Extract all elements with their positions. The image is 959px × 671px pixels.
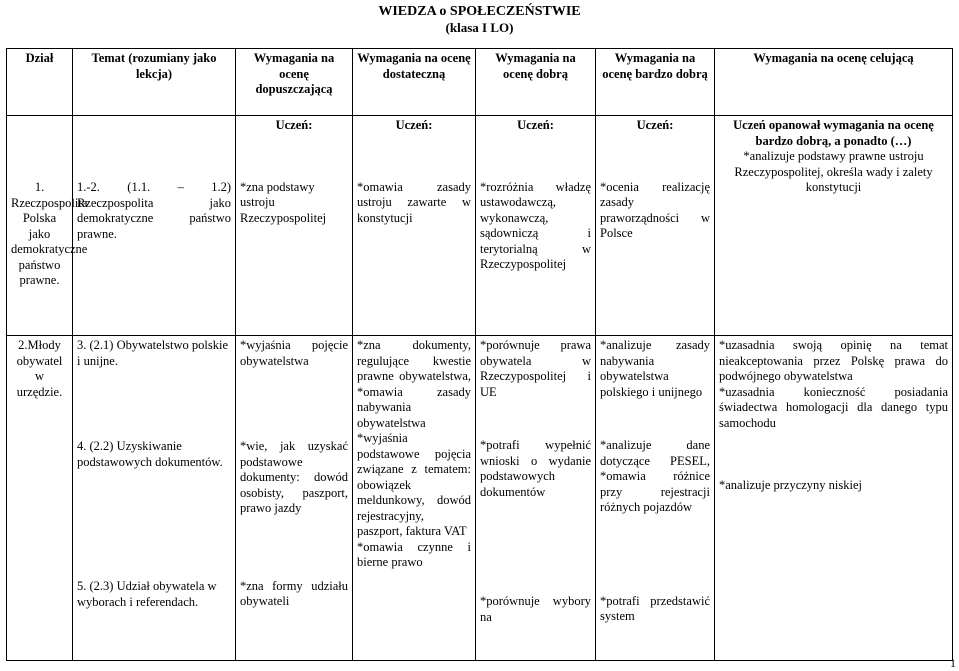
page-title: WIEDZA o SPOŁECZEŃSTWIE <box>378 4 581 19</box>
section2-bdb-2: *analizuje dane dotyczące PESEL, *omawia różnice przy rejestracji różnych pojazdów <box>600 438 710 514</box>
section2-temat-3: 5. (2.3) Udział obywatela w wyborach i referendach. <box>77 579 217 609</box>
section2-cel-2: *uzasadnia konieczność posiadania świadectwa homologacji dla danego typu samochodu <box>719 384 948 430</box>
uczen-label-5: Uczeń opanował wymagania na ocenę bardzo dobrą, a ponadto (…) <box>733 118 934 148</box>
uczen-label-2: Uczeń: <box>395 118 433 132</box>
section2-bdb-1: *analizuje zasady nabywania obywatelstwa polskiego i unijnego <box>600 338 710 399</box>
header-temat: Temat (rozumiany jako lekcja) <box>73 49 236 116</box>
section2-dop-1: *wyjaśnia pojęcie obywatelstwa <box>240 338 348 368</box>
section2-dost-3: *omawia czynne i bierne prawo <box>357 539 471 569</box>
section2-dob-2: *potrafi wypełnić wnioski o wydanie podstawowych dokumentów <box>480 438 591 499</box>
section2-cel-3: *analizuje przyczyny niskiej <box>719 478 862 492</box>
uczen-label-1: Uczeń: <box>275 118 313 132</box>
header-dostateczna: Wymagania na ocenę dostateczną <box>353 49 476 116</box>
page-number: 1 <box>950 656 956 670</box>
uczen-label-4: Uczeń: <box>636 118 674 132</box>
section2-dob-3: *porównuje wybory na <box>480 594 591 624</box>
section2-temat-1: 3. (2.1) Obywatelstwo polskie i unijne. <box>77 338 229 368</box>
section1-bardzo-dobra: *ocenia realizację zasady praworządności w Polsce <box>600 179 710 240</box>
section1-dzial: 1. Rzeczpospolita Polska jako demokratyczne państwo prawne. <box>11 180 88 287</box>
section1-dopuszczajaca: *zna podstawy ustroju Rzeczypospolitej <box>240 179 327 225</box>
section2-dob-1: *porównuje prawa obywatela w Rzeczypospolitej i UE <box>480 338 591 399</box>
header-dzial: Dział <box>7 49 73 116</box>
section1-row <box>7 116 953 336</box>
section2-dost-1: *zna dokumenty, regulujące kwestie prawne obywatelstwa, *omawia zasady nabywania obywatelstwa <box>357 338 471 430</box>
page-subtitle: (klasa I LO) <box>445 20 514 35</box>
section1-temat: 1.-2. (1.1. – 1.2) Rzeczpospolita jako demokratyczne państwo prawne. <box>77 180 231 241</box>
section1-dostateczna: *omawia zasady ustroju zawarte w konstytucji <box>357 179 471 225</box>
header-celujaca: Wymagania na ocenę celującą <box>715 49 953 116</box>
requirements-table <box>6 48 953 661</box>
section2-dop-2: *wie, jak uzyskać podstawowe dokumenty: dowód osobisty, paszport, prawo jazdy <box>240 439 348 515</box>
section1-dobra: *rozróżnia władzę ustawodawczą, wykonawczą, sądowniczą i terytorialną w Rzeczypospolitej <box>480 179 591 271</box>
uczen-label-3: Uczeń: <box>517 118 554 132</box>
section2-temat-2: 4. (2.2) Uzyskiwanie podstawowych dokumentów. <box>77 439 223 469</box>
section1-celujaca: *analizuje podstawy prawne ustroju Rzeczypospolitej, określa wady i zalety konstytucji <box>734 149 933 194</box>
header-row <box>7 49 953 116</box>
section2-cel-1: *uzasadnia swoją opinię na temat nieakceptowania przez Polskę prawa do podwójnego obywatelstwa <box>719 338 948 383</box>
section2-row <box>7 336 953 661</box>
section2-bdb-3: *potrafi przedstawić system <box>600 593 710 623</box>
header-bardzo-dobra: Wymagania na ocenę bardzo dobrą <box>596 49 715 116</box>
section2-dzial: 2.Młody obywatel w urzędzie. <box>16 338 63 399</box>
section2-dop-3: *zna formy udziału obywateli <box>240 578 348 608</box>
header-dopuszczajaca: Wymagania na ocenę dopuszczającą <box>236 49 353 116</box>
header-dobra: Wymagania na ocenę dobrą <box>476 49 596 116</box>
section2-dost-2: *wyjaśnia podstawowe pojęcia związane z tematem: obowiązek meldunkowy, dowód rejestracyjny, paszport, faktura VAT <box>357 431 471 538</box>
